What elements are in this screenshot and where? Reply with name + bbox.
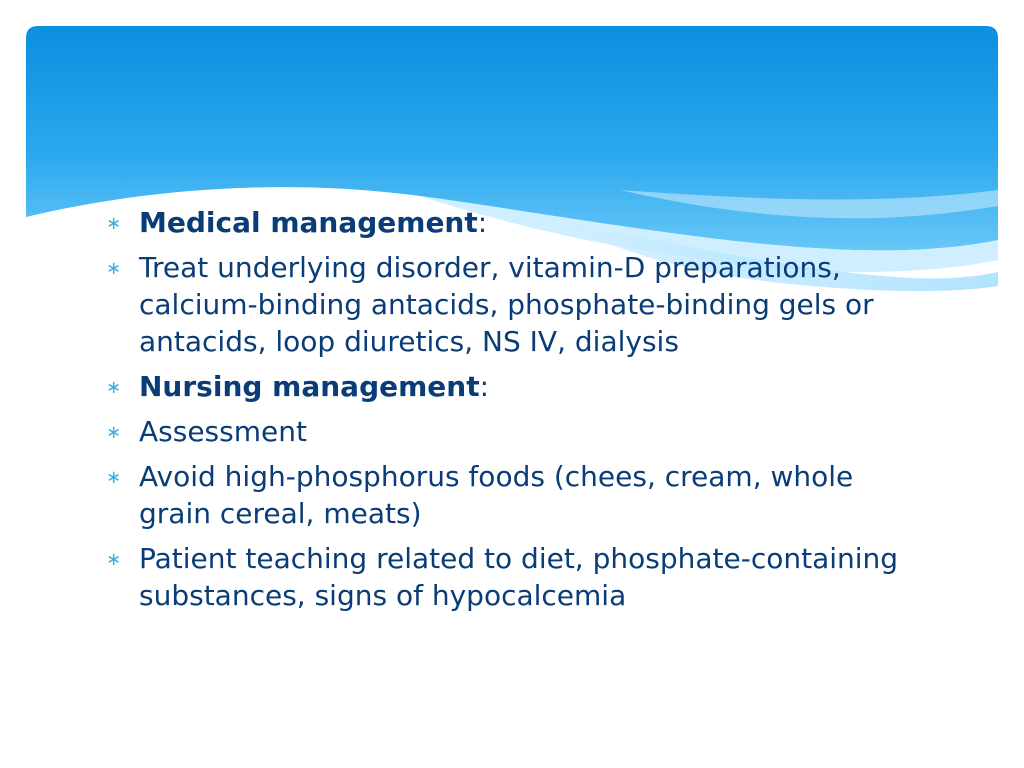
- bullet-avoid-foods: [106, 458, 906, 532]
- asterisk-bullet-icon: ∗: [106, 377, 122, 398]
- bullet-text: Treat underlying disorder, vitamin-D preparations, calcium-binding antacids, phosphate-binding gels or antacids, loop diuretics, NS IV, dialysis: [139, 251, 874, 358]
- bullet-text: [139, 368, 906, 405]
- bullet-text: [139, 204, 906, 241]
- bullet-text: Assessment: [139, 415, 307, 448]
- bullet-treatment: [106, 249, 906, 360]
- bullet-patient-teaching: [106, 540, 906, 614]
- bullet-heading: Nursing management: [139, 370, 480, 403]
- asterisk-bullet-icon: ∗: [106, 213, 122, 234]
- bullet-list: [106, 204, 906, 622]
- bullet-assessment: [106, 413, 906, 450]
- bullet-heading-suffix: :: [477, 206, 488, 239]
- asterisk-bullet-icon: ∗: [106, 549, 122, 570]
- bullet-text: Patient teaching related to diet, phosphate-containing substances, signs of hypocalcemia: [139, 542, 899, 612]
- asterisk-bullet-icon: ∗: [106, 467, 122, 488]
- bullet-text: Avoid high-phosphorus foods (chees, cream, whole grain cereal, meats): [139, 460, 854, 530]
- bullet-heading: Medical management: [139, 206, 478, 239]
- bullet-heading-suffix: :: [479, 370, 490, 403]
- bullet-medical-management: [106, 204, 906, 241]
- asterisk-bullet-icon: ∗: [106, 422, 122, 443]
- asterisk-bullet-icon: ∗: [106, 258, 122, 279]
- bullet-nursing-management: [106, 368, 906, 405]
